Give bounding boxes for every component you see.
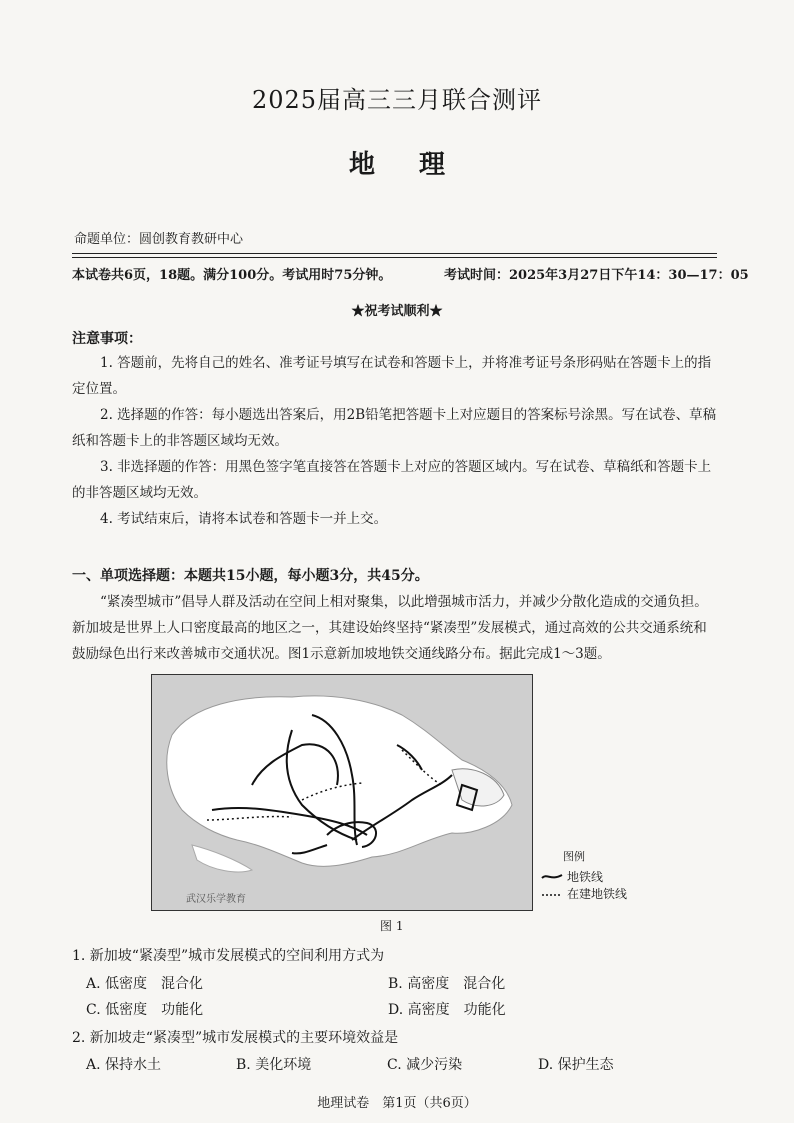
- author-line: 命题单位：圆创教育教研中心: [74, 232, 244, 247]
- legend-title: 图例: [563, 850, 585, 863]
- legend-metro-label: 地铁线: [567, 870, 604, 884]
- question-1-option-b[interactable]: B. 高密度 混合化: [388, 976, 506, 992]
- notice-item-3: 3. 非选择题的作答：用黑色签字笔直接答在答题卡上对应的答题区域内。写在试卷、草稿纸和答题卡上的非答题区域均无效。: [72, 459, 712, 501]
- map-watermark: 武汉乐学教育: [186, 894, 246, 905]
- section-heading: 一、单项选择题：本题共15小题，每小题3分，共45分。: [72, 568, 429, 584]
- question-1-stem: 1. 新加坡“紧凑型”城市发展模式的空间利用方式为: [72, 948, 385, 964]
- question-2-stem: 2. 新加坡走“紧凑型”城市发展模式的主要环境效益是: [72, 1030, 399, 1046]
- dotted-line-icon: [541, 889, 563, 899]
- good-luck-banner: ★祝考试顺利★: [351, 304, 443, 319]
- figure-caption: 图 1: [380, 919, 404, 933]
- notice-heading: 注意事项：: [72, 331, 142, 347]
- page-footer: 地理试卷 第1页（共6页）: [317, 1096, 477, 1111]
- exam-time: 考试时间：2025年3月27日下午14：30—17：05: [444, 268, 749, 283]
- section-intro: “紧凑型城市”倡导人群及活动在空间上相对聚集，以此增强城市活力，并减少分散化造成的交通负担。新加坡是世界上人口密度最高的地区之一，其建设始终坚持“紧凑型”发展模式，通过高效的公共交通系统和鼓励绿色出行来改善城市交通状况。图1示意新加坡地铁交通线路分布。据此完成1～3题。: [72, 594, 708, 662]
- question-1-option-d[interactable]: D. 高密度 功能化: [388, 1002, 506, 1018]
- island-south-west: [192, 845, 252, 872]
- notice-item-2: 2. 选择题的作答：每小题选出答案后，用2B铅笔把答题卡上对应题目的答案标号涂黑。写在试卷、草稿纸和答题卡上的非答题区域均无效。: [72, 407, 717, 449]
- legend-row-metro: [541, 868, 603, 885]
- map-svg: [152, 675, 532, 910]
- question-2-option-c[interactable]: C. 减少污染: [387, 1057, 463, 1073]
- exam-info: 本试卷共6页，18题。满分100分。考试用时75分钟。: [72, 268, 392, 283]
- question-2-option-d[interactable]: D. 保护生态: [538, 1057, 614, 1073]
- metro-line-icon: [541, 872, 563, 882]
- notice-item-4: 4. 考试结束后，请将本试卷和答题卡一并上交。: [100, 511, 388, 527]
- divider-top: [72, 253, 717, 254]
- question-2-option-a[interactable]: A. 保持水土: [86, 1057, 162, 1073]
- singapore-metro-map: [151, 674, 533, 911]
- question-1-option-c[interactable]: C. 低密度 功能化: [86, 1002, 204, 1018]
- subject-title: 地理: [348, 150, 489, 180]
- question-2-option-b[interactable]: B. 美化环境: [236, 1057, 312, 1073]
- question-1-option-a[interactable]: A. 低密度 混合化: [86, 976, 204, 992]
- divider-bottom: [72, 257, 717, 258]
- notice-item-1: 1. 答题前，先将自己的姓名、准考证号填写在试卷和答题卡上，并将准考证号条形码贴在答题卡上的指定位置。: [72, 355, 712, 397]
- legend-row-construction: [541, 885, 627, 902]
- exam-title: 2025届高三三月联合测评: [251, 86, 543, 114]
- legend-construction-label: 在建地铁线: [567, 887, 628, 901]
